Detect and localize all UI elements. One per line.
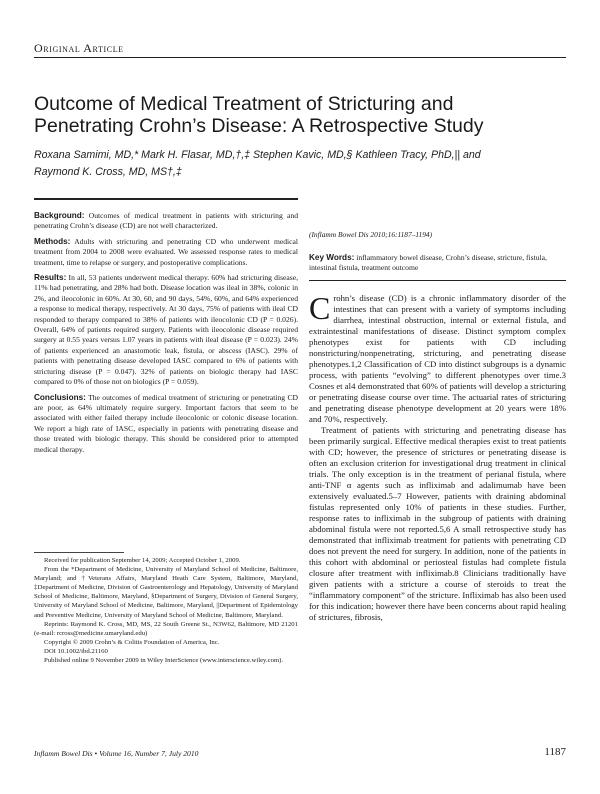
body-paragraph-2: Treatment of patients with stricturing and penetrating disease has been primarily surgical. Effective medical therapies exist to treat patients with CD; however, the presence of strictures or penetrating disease is often an exclusion criterion for investigational drug treatment in clinical trials. The only exception is in the treatment of perianal fistula, where anti-TNF α agents such as infliximab and adalimumab have been extensively evaluated.5–7 However, patients with draining abdominal fistulas represented only 10% of patients in these studies. Further, response rates to infliximab in the subgroup of patients with draining abdominal fistula were not reported.5,6 A small retrospective study has demonstrated that infliximab treatment for patients with penetrating CD does not prevent the need for surgery. In addition, none of the patients in this cohort with abdominal or periosteal fistulas had complete fistula closure after treatment with infliximab.8 Clinicians traditionally have given patients with a stricture a course of steroids to treat the “inflammatory component” of the stricture. Infliximab has also been used for this indication; however there have been concerns about rapid healing of strictures, fibrosis,: [309, 425, 566, 622]
author-list: [34, 147, 554, 181]
authors-line-1: Roxana Samimi, MD,* Mark H. Flasar, MD,†,‡ Stephen Kavic, MD,§ Kathleen Tracy, PhD,|| and: [34, 149, 481, 161]
abstract-top-rule: [34, 198, 298, 200]
section-label: Original Article: [34, 41, 124, 55]
results-text: In all, 53 patients underwent medical therapy. 60% had stricturing disease, 11% had penetrating, and 28% had both. Disease location was ileal in 38%, colonic in 2%, and ileocolonic in 60%. At 30, 60, and 90 days, 54%, 60%, and 64% experienced a response to medical therapy, respectively. At 30 days, 75% of patients with ileal CD responded to therapy compared to 38% of patients with ileocolonic CD (P = 0.026). Overall, 64% of patients required surgery. Patients with ileocolonic disease required surgery at 0.55 years versus 1.07 years in patients with ileal disease (P = 0.023). 24% of patients experienced an anastomotic leak, fistula, or abscess (IASC). 29% of patients with penetrating disease developed IASC compared to 6% of patients with stricturing disease (P = 0.047). 32% of patients on biologic therapy had IASC compared to 0% of those not on biologics (P = 0.059).: [34, 273, 298, 387]
abstract-methods: [34, 237, 298, 268]
footnote: [34, 556, 298, 665]
body-paragraph-1-text: rohn’s disease (CD) is a chronic inflammatory disorder of the intestines that can present with a variety of symptoms including diarrhea, intestinal obstruction, internal or external fistula, and extraintestinal manifestations of disease. Distinct symptom complex phenotypes exist for patients with CD including nonstricturing/nonpenetrating, stricturing, and penetrating disease phenotypes.1,2 Classification of CD into distinct subgroups is a dynamic process, with patients “evolving” to different phenotypes over time.3 Cosnes et al4 demonstrated that 60% of patients will develop a stricturing or penetrating disease course over time. The actuarial rates of stricturing and penetrating disease phenotype development at 20 years were 18% and 70%, respectively.: [309, 293, 566, 424]
background-label: Background:: [34, 211, 85, 220]
background-text: Outcomes of medical treatment in patients with stricturing and penetrating Crohn’s disease (CD) are not well characterized.: [34, 211, 298, 231]
journal-citation: (Inflamm Bowel Dis 2010;16:1187–1194): [309, 230, 433, 239]
footnote-affiliations: From the *Department of Medicine, University of Maryland School of Medicine, Baltimore, Maryland; and †Veterans Affairs, Maryland Heath Care System, Baltimore, Maryland, ‡Department of Medicine, Division of Gastroenterology and Hepatology, University of Maryland School of Medicine, Baltimore, Maryland, §Department of Surgery, Division of General Surgery, University of Maryland School of Medicine, Baltimore, Maryland, ||Department of Epidemiology and Preventive Medicine, University of Maryland School of Medicine, Baltimore, Maryland.: [34, 566, 298, 619]
abstract-background: [34, 211, 298, 232]
keywords-text: inflammatory bowel disease, Crohn’s disease, stricture, fistula, intestinal fistula, treatment outcome: [309, 253, 547, 273]
article-title: Outcome of Medical Treatment of Stricturing and Penetrating Crohn’s Disease: A Retrospective Study: [34, 93, 484, 137]
abstract-conclusions: [34, 393, 298, 455]
keywords: [309, 253, 566, 274]
body-paragraph-1: [309, 290, 566, 425]
conclusions-label: Conclusions:: [34, 392, 86, 402]
drop-cap: C: [309, 290, 331, 326]
authors-line-2: Raymond K. Cross, MD, MS†,‡: [34, 166, 182, 178]
footnote-rule: [34, 552, 124, 553]
footnote-copyright: Copyright © 2009 Crohn’s & Colitis Foundation of America, Inc.: [44, 638, 220, 646]
footnote-reprints: Reprints: Raymond K. Cross, MD, MS, 22 South Greene St., N3W62, Baltimore, MD 21201 (e-mail: rcross@medicine.umaryland.edu): [34, 620, 298, 637]
conclusions-text: The outcomes of medical treatment of stricturing or penetrating CD are poor, as 64% ultimately require surgery. Important factors that seem to be associated with either failed therapy include ileocolonic or colonic disease location. We report a high rate of IASC, especially in patients with penetrating disease and those treated with biologic therapy. This should be considered prior to attempted medical therapy.: [34, 392, 298, 454]
abstract-results: [34, 273, 298, 387]
methods-text: Adults with stricturing and penetrating CD who underwent medical treatment from 2004 to 2008 were evaluated. We assessed response rates to medical treatment, time to relapse or surgery, and postoperative complications.: [34, 236, 298, 267]
results-label: Results:: [34, 273, 67, 283]
body-text: [309, 290, 566, 623]
footnote-doi: DOI 10.1002/ibd.21160: [44, 647, 108, 655]
abstract-left-column: [34, 211, 298, 460]
methods-label: Methods:: [34, 236, 71, 246]
journal-footer: Inflamm Bowel Dis • Volume 16, Number 7, July 2010: [34, 749, 199, 758]
footnote-published: Published online 9 November 2009 in Wiley InterScience (www.interscience.wiley.com).: [44, 657, 284, 665]
keywords-label: Key Words:: [309, 253, 355, 262]
footnote-received: Received for publication September 14, 2009; Accepted October 1, 2009.: [44, 557, 241, 564]
keywords-rule: [309, 280, 566, 281]
header-rule: [34, 57, 566, 58]
page-number: 1187: [544, 746, 566, 758]
